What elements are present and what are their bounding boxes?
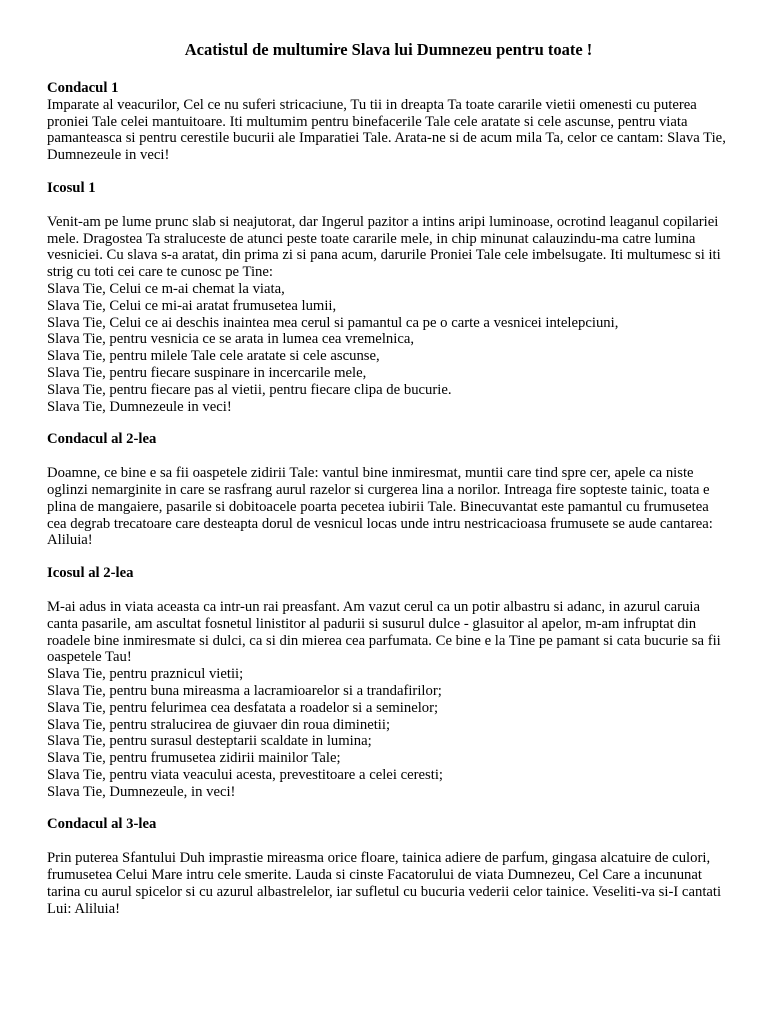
praise-line: Slava Tie, pentru stralucirea de giuvaer din roua diminetii;: [47, 716, 391, 733]
praise-line: Slava Tie, Dumnezeule, in veci!: [47, 783, 236, 800]
praise-line: Slava Tie, pentru fiecare pas al vietii, pentru fiecare clipa de bucurie.: [47, 381, 452, 398]
praise-line: Slava Tie, pentru felurimea cea desfatata a roadelor si a seminelor;: [47, 699, 439, 716]
praise-line: Slava Tie, pentru vesnicia ce se arata in lumea cea vremelnica,: [47, 331, 415, 348]
praise-line: Slava Tie, pentru viata veacului acesta, prevestitoare a celei ceresti;: [47, 766, 443, 783]
section-icosul-1: [47, 180, 730, 415]
praise-lines: [47, 281, 730, 415]
section-paragraph: Venit-am pe lume prunc slab si neajutorat, dar Ingerul pazitor a intins aripi luminoase, ocrotind leaganul copilariei mele. Dragostea Ta straluceste de atunci peste toate cararile mele, in chip minunat calauzindu-ma catre lumina vesniciei. Cu slava s-a aratat, din prima zi si pana acum, darurile Proniei Tale cele imbelsugate. Iti multumesc si iti strig cu toti cei care te cunosc pe Tine:: [47, 213, 721, 281]
section-heading: Condacul al 3-lea: [47, 816, 157, 833]
praise-line: Slava Tie, Dumnezeule in veci!: [47, 398, 232, 415]
section-heading: Icosul 1: [47, 179, 96, 196]
praise-line: Slava Tie, pentru surasul desteptarii scaldate in lumina;: [47, 733, 372, 750]
section-heading: Condacul al 2-lea: [47, 431, 157, 448]
praise-line: Slava Tie, pentru fiecare suspinare in incercarile mele,: [47, 364, 367, 381]
section-paragraph: Doamne, ce bine e sa fii oaspetele zidirii Tale: vantul bine inmiresmat, muntii care tind spre cer, apele ca niste oglinzi nemarginite in care se rasfrang aurul razelor si curgerea lina a norilor. Intreaga fire sopteste tainic, toata e plina de mangaiere, pasarile si dobitoacele poarta pecetea iubirii Tale. Binecuvantat este pamantul cu frumusetea cea degrab trecatoare care desteapta dorul de vesnicul locas unde intru nestricacioasa frumusete se aude cantarea: Aliluia!: [47, 465, 713, 549]
document-title: Acatistul de multumire Slava lui Dumnezeu pentru toate !: [184, 40, 593, 59]
section-heading: Condacul 1: [47, 80, 119, 96]
praise-lines: [47, 666, 730, 800]
praise-line: Slava Tie, pentru milele Tale cele aratate si cele ascunse,: [47, 348, 380, 365]
praise-line: Slava Tie, Celui ce ai deschis inaintea mea cerul si pamantul ca pe o carte a vesnicei intelepciuni,: [47, 314, 619, 331]
section-paragraph: M-ai adus in viata aceasta ca intr-un rai preasfant. Am vazut cerul ca un potir albastru si adanc, in azurul caruia canta pasarile, am ascultat fosnetul linistitor al padurii si susurul dulce - glasuitor al apelor, m-am infruptat din roadele bine inmiresmate si dulci, ca si din mierea cea parfumata. Ce bine e la Tine pe pamant si cata bucurie sa fii oaspetele Tau!: [47, 598, 721, 666]
praise-line: Slava Tie, Celui ce mi-ai aratat frumusetea lumii,: [47, 297, 337, 314]
section-condacul-2: [47, 431, 730, 549]
praise-line: Slava Tie, Celui ce m-ai chemat la viata,: [47, 280, 285, 297]
section-heading: Icosul al 2-lea: [47, 565, 134, 582]
praise-line: Slava Tie, pentru buna mireasma a lacramioarelor si a trandafirilor;: [47, 682, 442, 699]
praise-line: Slava Tie, pentru praznicul vietii;: [47, 666, 244, 683]
section-condacul-3: [47, 816, 730, 917]
section-condacul-1: [47, 80, 730, 164]
praise-line: Slava Tie, pentru frumusetea zidirii mainilor Tale;: [47, 750, 341, 767]
section-icosul-2: [47, 565, 730, 800]
section-paragraph: Imparate al veacurilor, Cel ce nu suferi stricaciune, Tu tii in dreapta Ta toate cararile vietii omenesti cu puterea proniei Tale celei mantuitoare. Iti multumim pentru binefacerile Tale cele aratate si cele ascunse, pentru viata pamanteasca si pentru cerestile bucurii ale Imparatiei Tale. Arata-ne si de acum mila Ta, celor ce cantam: Slava Tie, Dumnezeule in veci!: [47, 96, 726, 164]
section-paragraph: Prin puterea Sfantului Duh imprastie mireasma orice floare, tainica adiere de parfum, gingasa alcatuire de culori, frumusetea Celui Mare intru cele smerite. Lauda si cinste Facatorului de viata Dumnezeu, Cel Care a incununat tarina cu aurul spicelor si cu azurul albastrelelor, iar sufletul cu bucuria vederii celor tainice. Veseliti-va si-I cantati Lui: Aliluia!: [47, 850, 722, 917]
